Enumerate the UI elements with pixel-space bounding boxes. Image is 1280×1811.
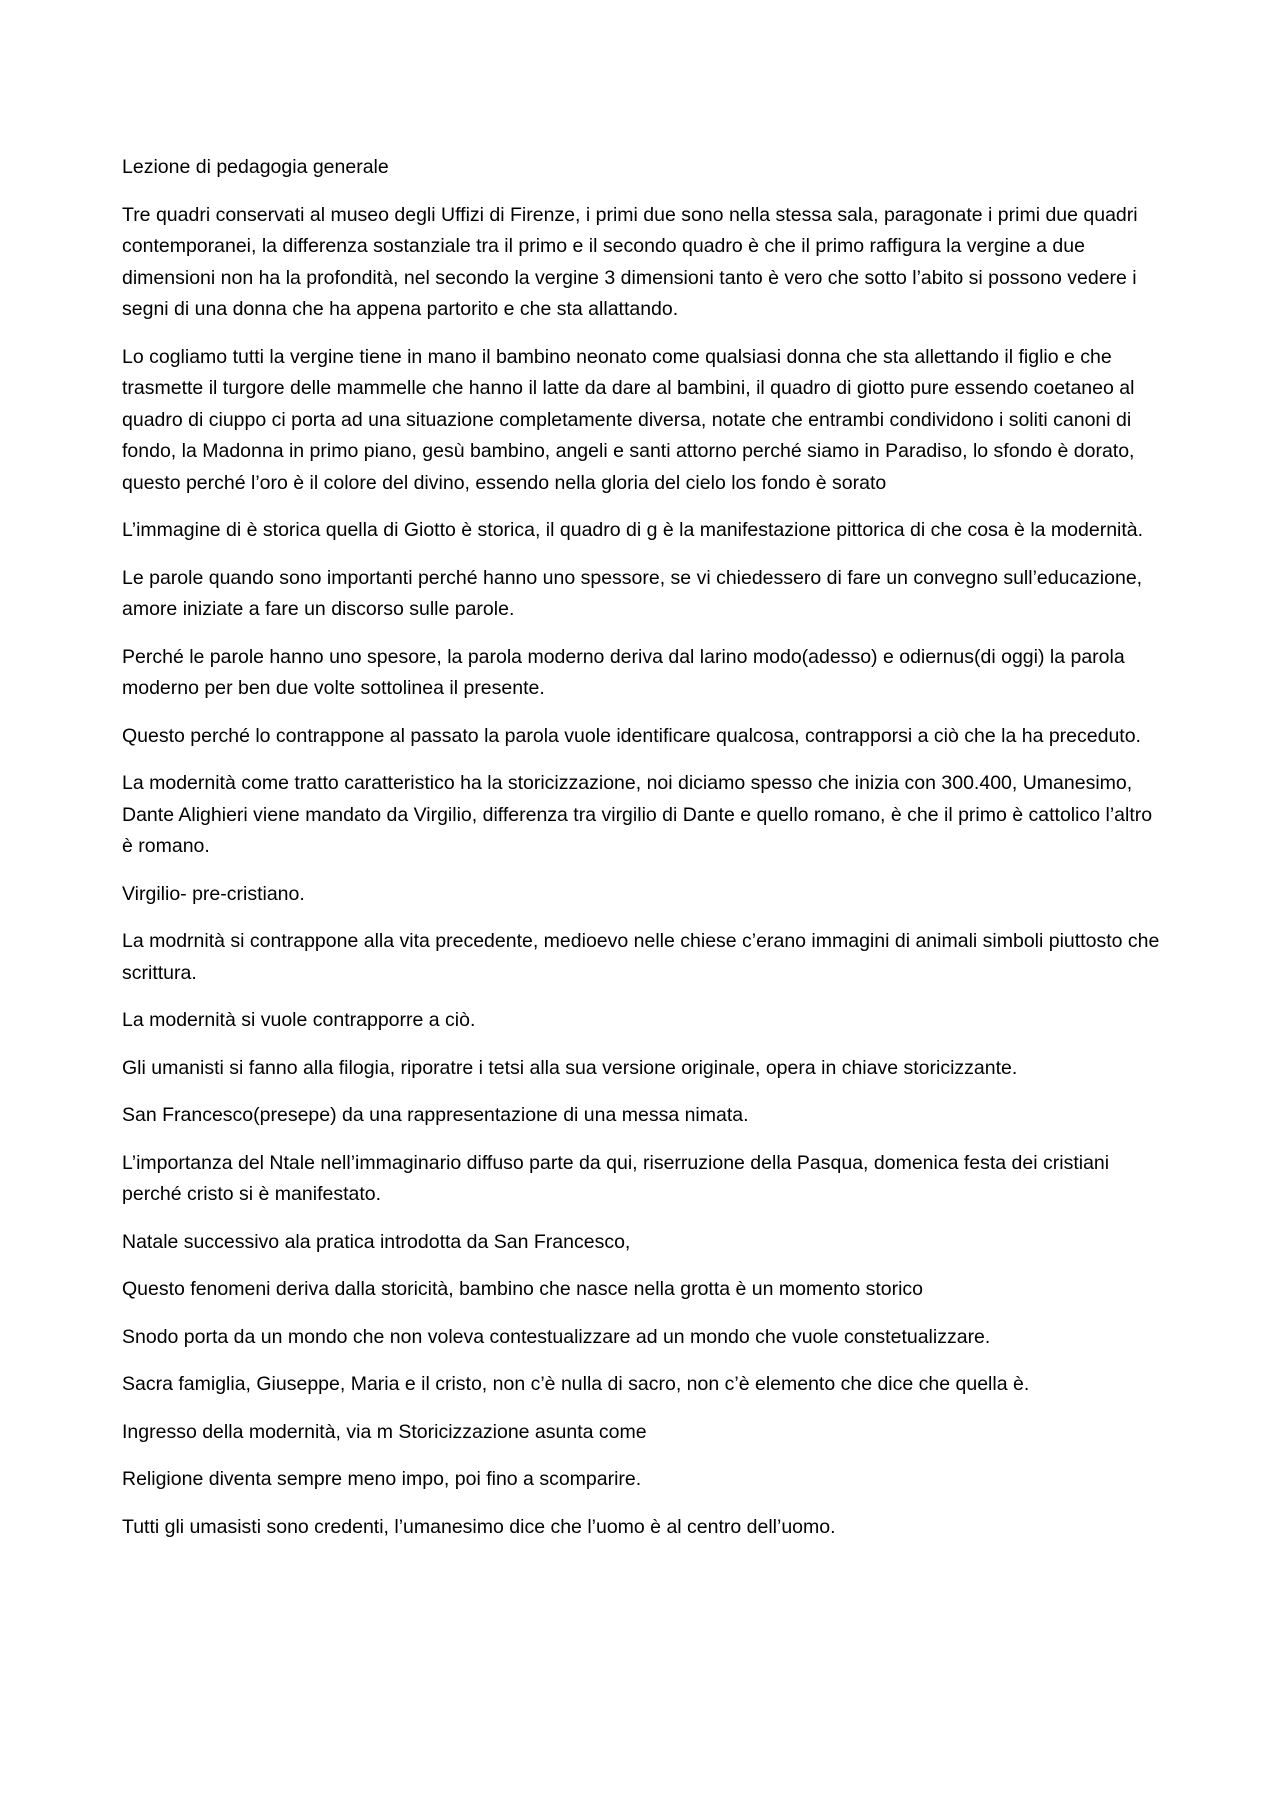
paragraph: Sacra famiglia, Giuseppe, Maria e il cristo, non c’è nulla di sacro, non c’è elemento che dice che quella è. [122,1373,1030,1395]
paragraph: La modrnità si contrappone alla vita precedente, medioevo nelle chiese c’erano immagini di animali simboli piuttosto che scrittura. [122,930,1160,984]
paragraph: Tre quadri conservati al museo degli Uffizi di Firenze, i primi due sono nella stessa sala, paragonate i primi due quadri contemporanei, la differenza sostanziale tra il primo e il secondo quadro è che il primo raffigura la vergine a due dimensioni non ha la profondità, nel secondo la vergine 3 dimensioni tanto è vero che sotto l’abito si possono vedere i segni di una donna che ha appena partorito e che sta allattando. [122,203,1138,320]
paragraph: Tutti gli umasisti sono credenti, l’umanesimo dice che l’uomo è al centro dell’uomo. [122,1515,836,1538]
paragraph: Questo fenomeni deriva dalla storicità, bambino che nasce nella grotta è un momento storico [122,1278,924,1300]
paragraph: Religione diventa sempre meno impo, poi fino a scomparire. [122,1468,642,1490]
paragraph: La modernità come tratto caratteristico ha la storicizzazione, noi diciamo spesso che inizia con 300.400, Umanesimo, Dante Alighieri viene mandato da Virgilio, differenza tra virgilio di Dante e quello romano, è che il primo è cattolico l’altro è romano. [122,772,1153,857]
paragraph: L’immagine di è storica quella di Giotto è storica, il quadro di g è la manifestazione pittorica di che cosa è la modernità. [122,519,1144,541]
paragraph: Lo cogliamo tutti la vergine tiene in mano il bambino neonato come qualsiasi donna che sta allettando il figlio e che trasmette il turgore delle mammelle che hanno il latte da dare al bambini, il quadro di giotto pure essendo coetaneo al quadro di ciuppo ci porta ad una situazione completamente diversa, notate che entrambi condividono i soliti canoni di fondo, la Madonna in primo piano, gesù bambino, angeli e santi attorno perché siamo in Paradiso, lo sfondo è dorato, questo perché l’oro è il colore del divino, essendo nella gloria del cielo los fondo è sorato [122,345,1135,494]
paragraph: L’importanza del Ntale nell’immaginario diffuso parte da qui, riserruzione della Pasqua, domenica festa dei cristiani perché cristo si è manifestato. [122,1151,1110,1205]
paragraph: Perché le parole hanno uno spesore, la parola moderno deriva dal larino modo(adesso) e odiernus(di oggi) la parola moderno per ben due volte sottolinea il presente. [122,645,1125,699]
paragraph: Questo perché lo contrappone al passato la parola vuole identificare qualcosa, contrapporsi a ciò che la ha preceduto. [122,724,1141,747]
paragraph: Virgilio- pre-cristiano. [122,882,305,905]
document-title: Lezione di pedagogia generale [122,156,389,178]
paragraph: Gli umanisti si fanno alla filogia, riporatre i tetsi alla sua versione originale, opera in chiave storicizzante. [122,1056,1018,1079]
paragraph: Ingresso della modernità, via m Storicizzazione asunta come [122,1420,647,1443]
paragraph: Natale successivo ala pratica introdotta da San Francesco, [122,1230,631,1253]
document-body [122,152,1162,1559]
paragraph: San Francesco(presepe) da una rappresentazione di una messa nimata. [122,1104,749,1126]
paragraph: La modernità si vuole contrapporre a ciò. [122,1009,476,1031]
paragraph: Snodo porta da un mondo che non voleva contestualizzare ad un mondo che vuole constetualizzare. [122,1325,991,1348]
paragraph: Le parole quando sono importanti perché hanno uno spessore, se vi chiedessero di fare un convegno sull’educazione, amore iniziate a fare un discorso sulle parole. [122,566,1143,620]
